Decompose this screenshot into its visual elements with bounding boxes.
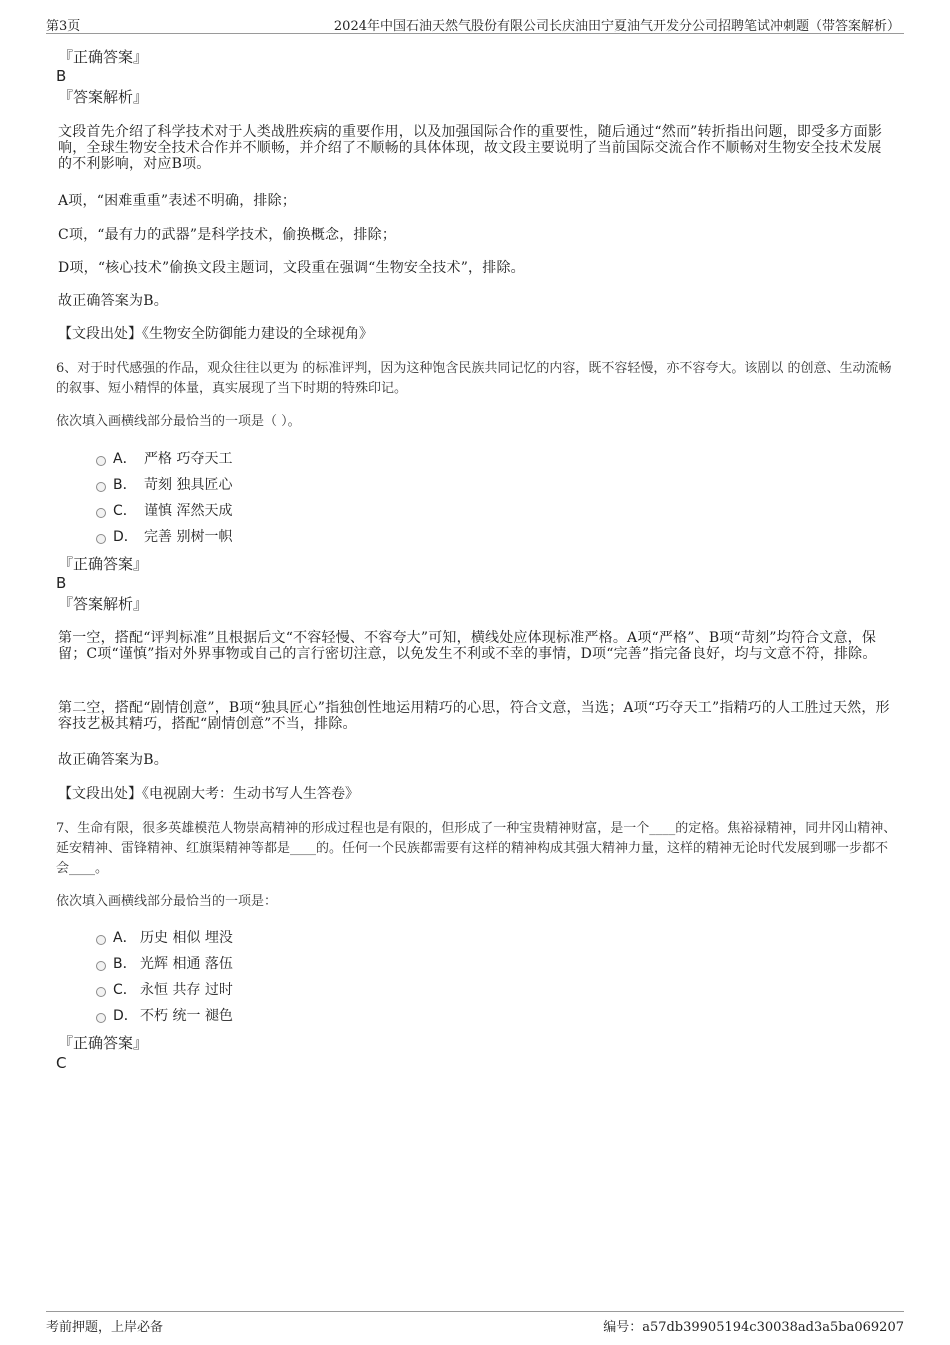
q5-analysis-option-c: C项，“最有力的武器”是科学技术，偷换概念，排除； [58,227,397,243]
document-title: 2024年中国石油天然气股份有限公司长庆油田宁夏油气开发分公司招聘笔试冲刺题（带答案解析） [333,19,900,34]
q5-answer-label: 『正确答案』 [58,48,149,66]
option-letter: C． [113,503,137,519]
option-letter: D． [113,529,138,545]
q5-answer: B [56,67,67,85]
option-text: 谨慎 浑然天成 [144,503,233,519]
q7-option-d[interactable] [96,1006,396,1026]
q6-stem: 6、对于时代感强的作品，观众往往以更为 的标准评判，因为这种饱含民族共同记忆的内容，既不容轻慢，亦不容夸大。该剧以 的创意、生动流畅的叙事、短小精悍的体量，真实展现了当下时期的特殊印记。 [56,361,892,396]
radio-icon[interactable] [96,961,106,971]
q5-analysis-label: 『答案解析』 [58,88,149,106]
option-letter: C． [113,982,137,998]
page-header [46,13,904,34]
page-number: 第3页 [46,19,81,34]
q7-answer-label: 『正确答案』 [58,1034,149,1052]
q6-analysis-blank-2: 第二空，搭配“剧情创意”，B项“独具匠心”指独创性地运用精巧的心思，符合文意，当选；A项“巧夺天工”指精巧的人工胜过天然，形容技艺极其精巧，搭配“剧情创意”不当，排除。 [58,700,890,732]
radio-icon[interactable] [96,1013,106,1023]
q7-option-b[interactable] [96,954,396,974]
q7-stem: 7、生命有限，很多英雄模范人物崇高精神的形成过程也是有限的，但形成了一种宝贵精神财富，是一个____的定格。焦裕禄精神，同井冈山精神、延安精神、雷锋精神、红旗渠精神等都是____的。任何一个民族都需要有这样的精神构成其强大精神力量，这样的精神无论时代发展到哪一步都不会____。 [56,821,897,876]
option-text: 严格 巧夺天工 [144,451,233,467]
option-letter: B． [113,956,137,972]
q7-prompt: 依次填入画横线部分最恰当的一项是： [56,894,278,909]
q5-analysis-option-a: A项，“困难重重”表述不明确，排除； [58,193,297,209]
page-footer [46,1311,904,1336]
radio-icon[interactable] [96,935,106,945]
q7-option-a[interactable] [96,928,396,948]
q6-option-d[interactable] [96,527,396,547]
radio-icon[interactable] [96,482,106,492]
document-code: 编号：a57db39905194c30038ad3a5ba069207 [603,1320,904,1335]
q6-conclusion: 故正确答案为B。 [58,752,168,768]
option-text: 光辉 相通 落伍 [140,956,233,972]
q6-answer: B [56,574,67,592]
option-text: 苛刻 独具匠心 [144,477,233,493]
option-letter: D． [113,1008,138,1024]
q6-option-c[interactable] [96,501,396,521]
q5-analysis-option-d: D项，“核心技术”偷换文段主题词，文段重在强调“生物安全技术”，排除。 [58,260,525,276]
q5-source: 【文段出处】《生物安全防御能力建设的全球视角》 [58,326,373,342]
option-text: 历史 相似 埋没 [140,930,233,946]
q5-analysis-paragraph: 文段首先介绍了科学技术对于人类战胜疾病的重要作用，以及加强国际合作的重要性，随后通过“然而”转折指出问题，即受多方面影响，全球生物安全技术合作并不顺畅，并介绍了不顺畅的具体体现，故文段主要说明了当前国际交流合作不顺畅对生物安全技术发展的不利影响，对应B项。 [58,124,883,172]
option-text: 完善 别树一帜 [144,529,233,545]
q6-option-a[interactable] [96,449,396,469]
q5-conclusion: 故正确答案为B。 [58,293,168,309]
option-text: 不朽 统一 褪色 [140,1008,233,1024]
radio-icon[interactable] [96,534,106,544]
option-letter: A． [113,451,137,467]
q6-analysis-blank-1: 第一空，搭配“评判标准”且根据后文“不容轻慢、不容夸大”可知，横线处应体现标准严格。A项“严格”、B项“苛刻”均符合文意，保留；C项“谨慎”指对外界事物或自己的言行密切注意，以免发生不利或不幸的事情，D项“完善”指完备良好，均与文意不符，排除。 [58,630,877,662]
q6-answer-label: 『正确答案』 [58,555,149,573]
q6-prompt: 依次填入画横线部分最恰当的一项是（ ）。 [56,414,301,429]
q6-option-b[interactable] [96,475,396,495]
radio-icon[interactable] [96,456,106,466]
option-letter: B． [113,477,137,493]
option-text: 永恒 共存 过时 [140,982,233,998]
q6-source: 【文段出处】《电视剧大考：生动书写人生答卷》 [58,786,359,802]
q7-answer: C [56,1054,67,1072]
q7-option-c[interactable] [96,980,396,1000]
footer-slogan: 考前押题，上岸必备 [46,1320,164,1335]
radio-icon[interactable] [96,508,106,518]
option-letter: A． [113,930,137,946]
radio-icon[interactable] [96,987,106,997]
q6-analysis-label: 『答案解析』 [58,595,149,613]
